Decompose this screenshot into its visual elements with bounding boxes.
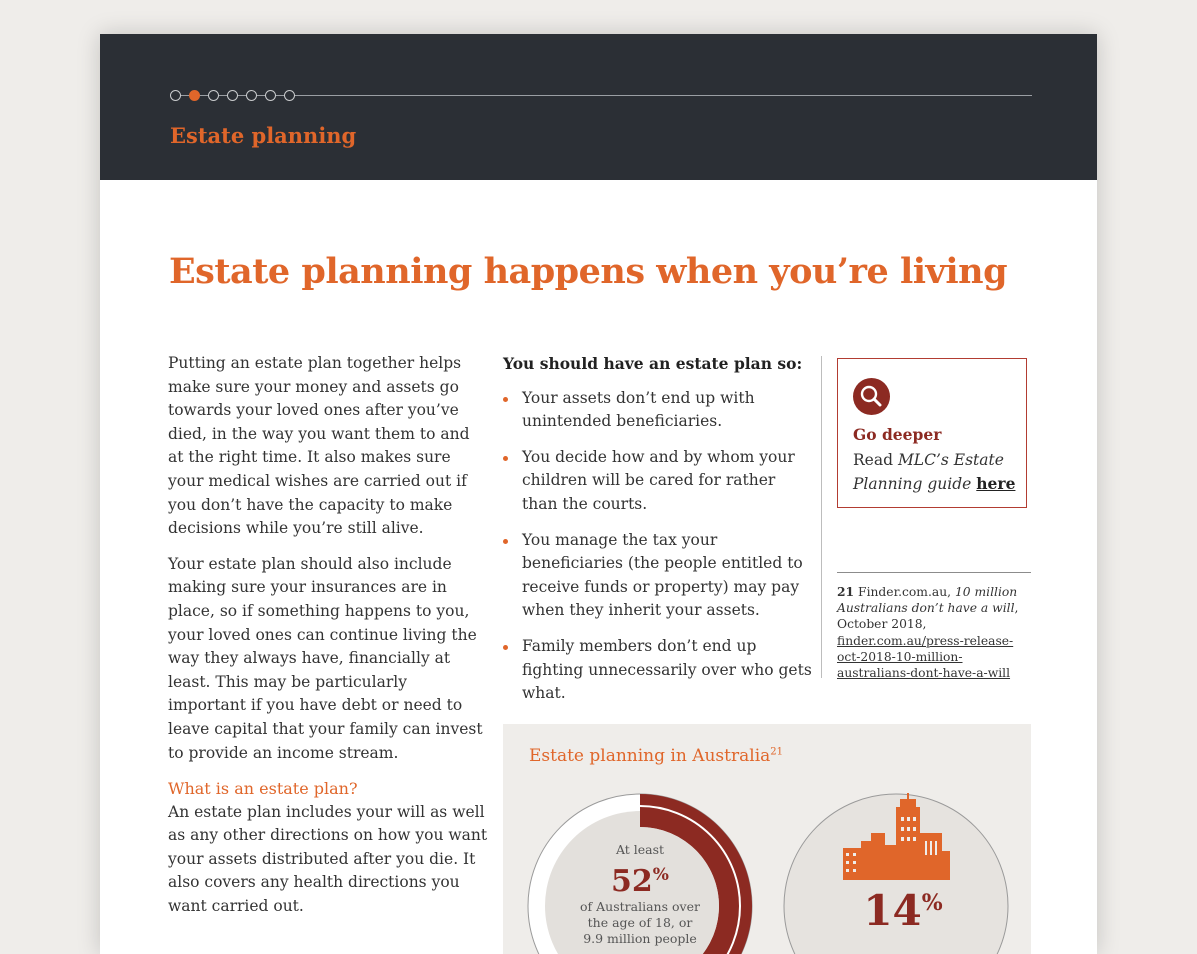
bullet-icon <box>503 397 508 402</box>
progress-dot-7[interactable] <box>284 90 295 101</box>
stat1-prefix: At least <box>615 842 665 857</box>
progress-dot-6[interactable] <box>265 90 276 101</box>
footnote-title: 10 million Australians don’t have a will <box>837 585 1018 616</box>
stats-heading <box>529 746 783 766</box>
go-deeper-box <box>837 358 1027 508</box>
bullet-icon <box>503 645 508 650</box>
intro-paragraph-1: Putting an estate plan together helps make sure your money and assets go towards your loved ones after you’ve died, in the way you want them to and at the right time. It also makes sure your medical wishes are carried out if you don’t have the capacity to make decisions while you’re still alive. <box>168 354 470 538</box>
list-item-text: You manage the tax your beneficiaries (the people entitled to receive funds or property) may pay when they inherit your assets. <box>522 530 803 620</box>
page-title: Estate planning happens when you’re living <box>169 251 1008 292</box>
footnote-source: Finder.com.au, <box>858 585 955 599</box>
go-deeper-text <box>853 448 1023 496</box>
footnote-number: 21 <box>837 584 855 599</box>
bullet-icon <box>503 539 508 544</box>
list-item <box>503 446 815 517</box>
progress-dot-5[interactable] <box>246 90 257 101</box>
go-deeper-title: Go deeper <box>853 425 942 444</box>
stats-panel <box>503 724 1031 954</box>
list-item-text: Your assets don’t end up with unintended beneficiaries. <box>522 388 755 431</box>
footnote-rule <box>837 572 1031 573</box>
stat1-desc-3: 9.9 million people <box>583 931 697 946</box>
search-icon <box>853 378 890 415</box>
section-label: Estate planning <box>170 123 357 148</box>
intro-paragraph-3: An estate plan includes your will as well as any other directions on how you want your assets distributed after you die. It also covers any health directions you want carried out. <box>168 802 488 916</box>
progress-dot-3[interactable] <box>208 90 219 101</box>
stat1-text <box>575 842 705 947</box>
progress-dot-4[interactable] <box>227 90 238 101</box>
estate-plan-subheading: What is an estate plan? <box>168 779 358 799</box>
progress-dot-2[interactable] <box>189 90 200 101</box>
footnote-date: , October 2018, <box>837 601 1019 632</box>
stat2-number: 14 <box>863 886 922 935</box>
column-divider <box>821 356 822 678</box>
stat2-unit: % <box>921 890 943 916</box>
list-item <box>503 635 815 706</box>
list-item-text: You decide how and by whom your children will be cared for rather than the courts. <box>522 447 795 513</box>
reasons-column <box>503 352 815 718</box>
guide-link[interactable]: here <box>976 474 1016 493</box>
stat1-unit: % <box>652 865 669 885</box>
stat1-number: 52 <box>611 864 653 899</box>
stat1-value <box>575 858 705 899</box>
stat1-desc-2: the age of 18, or <box>587 915 693 930</box>
stats-heading-footnote-ref: 21 <box>770 746 783 758</box>
reasons-list <box>503 387 815 706</box>
footnote-link[interactable]: finder.com.au/press-release-oct-2018-10-million-australians-dont-have-a-will <box>837 633 1014 681</box>
list-item <box>503 387 815 434</box>
go-deeper-read: Read <box>853 451 898 469</box>
guide-title: MLC’s Estate Planning guide <box>853 451 1004 493</box>
reasons-lead: You should have an estate plan so: <box>503 354 803 373</box>
progress-dot-1[interactable] <box>170 90 181 101</box>
list-item <box>503 529 815 623</box>
stat1-desc-1: of Australians over <box>580 899 700 914</box>
bullet-icon <box>503 456 508 461</box>
stat2-value <box>863 886 943 935</box>
list-item-text: Family members don’t end up fighting unnecessarily over who gets what. <box>522 636 812 703</box>
document-page <box>100 34 1097 954</box>
section-progress-indicator <box>170 90 1032 102</box>
footnote <box>837 584 1031 681</box>
intro-column <box>168 352 488 931</box>
header-band <box>100 34 1097 180</box>
progress-rule <box>170 95 1032 96</box>
stats-heading-text: Estate planning in Australia <box>529 746 771 766</box>
intro-paragraph-2: Your estate plan should also include making sure your insurances are in place, so if something happens to you, your loved ones can continue living the way they always have, financially at least. This may be particularly important if you have debt or need to leave capital that your family can invest to provide an income stream. <box>168 554 483 762</box>
